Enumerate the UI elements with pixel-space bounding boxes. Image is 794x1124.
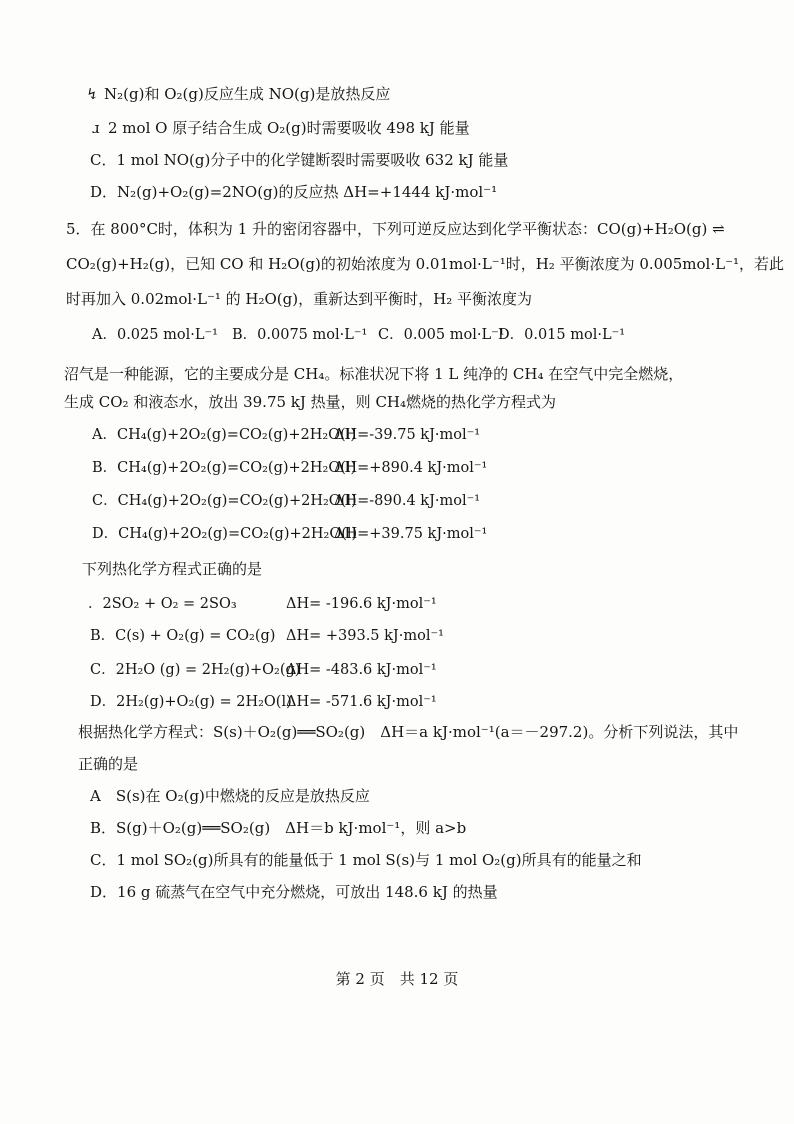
q6-option-c-equation: C．CH₄(g)+2O₂(g)=CO₂(g)+2H₂O(l) [92,493,357,509]
q8-option-b: B．S(g)＋O₂(g)══SO₂(g) ΔH＝b kJ·mol⁻¹，则 a>b [90,819,467,837]
q8-option-d: D．16 g 硫蒸气在空气中充分燃烧，可放出 148.6 kJ 的热量 [90,883,498,901]
q7-option-d-enthalpy: ΔH= -571.6 kJ·mol⁻¹ [286,694,437,710]
q6-option-a-equation: A．CH₄(g)+2O₂(g)=CO₂(g)+2H₂O(l) [92,427,357,443]
q7-option-b-equation: B．C(s) + O₂(g) = CO₂(g) [90,628,276,644]
q7-option-b-enthalpy: ΔH= +393.5 kJ·mol⁻¹ [286,628,444,644]
q7-option-c-equation: C．2H₂O (g) = 2H₂(g)+O₂(g) [90,662,301,678]
q4-option-b: 2 mol O 原子结合生成 O₂(g)时需要吸收 498 kJ 能量 [108,119,470,137]
q5-option-b: B．0.0075 mol·L⁻¹ [232,327,368,343]
q8-option-a: A S(s)在 O₂(g)中燃烧的反应是放热反应 [90,787,370,805]
page-number-footer: 第 2 页 共 12 页 [335,970,459,988]
q8-stem-line2: 正确的是 [78,755,139,773]
q6-option-a-enthalpy: ΔH=-39.75 kJ·mol⁻¹ [334,427,481,443]
q8-stem-line1: 根据热化学方程式：S(s)＋O₂(g)══SO₂(g) ΔH＝a kJ·mol⁻¹(a＝－297.2)。分析下列说法，其中 [78,723,739,741]
q5-option-c: C．0.005 mol·L⁻¹ [378,327,505,343]
q4-option-b-mark: ɹ [92,119,100,137]
q6-stem-line1: 沼气是一种能源，它的主要成分是 CH₄。标准状况下将 1 L 纯净的 CH₄ 在空气中完全燃烧， [64,365,684,383]
q6-option-b-equation: B．CH₄(g)+2O₂(g)=CO₂(g)+2H₂O(l) [92,460,357,476]
q4-option-d: D．N₂(g)+O₂(g)=2NO(g)的反应热 ΔH=+1444 kJ·mol⁻¹ [90,183,498,201]
q6-option-d-equation: D．CH₄(g)+2O₂(g)=CO₂(g)+2H₂O(l) [92,526,358,542]
q6-option-b-enthalpy: ΔH=+890.4 kJ·mol⁻¹ [334,460,488,476]
q5-option-d: D．0.015 mol·L⁻¹ [498,327,626,343]
q5-stem-line2: CO₂(g)+H₂(g)，已知 CO 和 H₂O(g)的初始浓度为 0.01mol·L⁻¹时，H₂ 平衡浓度为 0.005mol·L⁻¹，若此 [66,255,785,273]
q5-stem-line3: 时再加入 0.02mol·L⁻¹ 的 H₂O(g)，重新达到平衡时，H₂ 平衡浓度为 [66,290,532,308]
q7-stem: 下列热化学方程式正确的是 [82,560,263,578]
q6-option-d-enthalpy: ΔH=+39.75 kJ·mol⁻¹ [334,526,488,542]
q7-option-d-equation: D．2H₂(g)+O₂(g) = 2H₂O(l) [90,694,292,710]
q5-option-a: A．0.025 mol·L⁻¹ [92,327,218,343]
q5-stem-line1: 5．在 800°C时，体积为 1 升的密闭容器中，下列可逆反应达到化学平衡状态：CO(g)+H₂O(g) ⇌ [66,220,725,238]
q7-option-c-enthalpy: ΔH= -483.6 kJ·mol⁻¹ [286,662,437,678]
q6-option-c-enthalpy: ΔH=-890.4 kJ·mol⁻¹ [334,493,481,509]
q7-option-a-equation: ．2SO₂ + O₂ = 2SO₃ [88,596,237,612]
q8-option-c: C．1 mol SO₂(g)所具有的能量低于 1 mol S(s)与 1 mol O₂(g)所具有的能量之和 [90,851,642,869]
q4-option-a-mark: ↯ [86,85,99,103]
q7-option-a-enthalpy: ΔH= -196.6 kJ·mol⁻¹ [286,596,437,612]
q4-option-a: N₂(g)和 O₂(g)反应生成 NO(g)是放热反应 [104,85,391,103]
q4-option-c: C．1 mol NO(g)分子中的化学键断裂时需要吸收 632 kJ 能量 [90,151,509,169]
q6-stem-line2: 生成 CO₂ 和液态水，放出 39.75 kJ 热量，则 CH₄燃烧的热化学方程式为 [64,393,557,411]
